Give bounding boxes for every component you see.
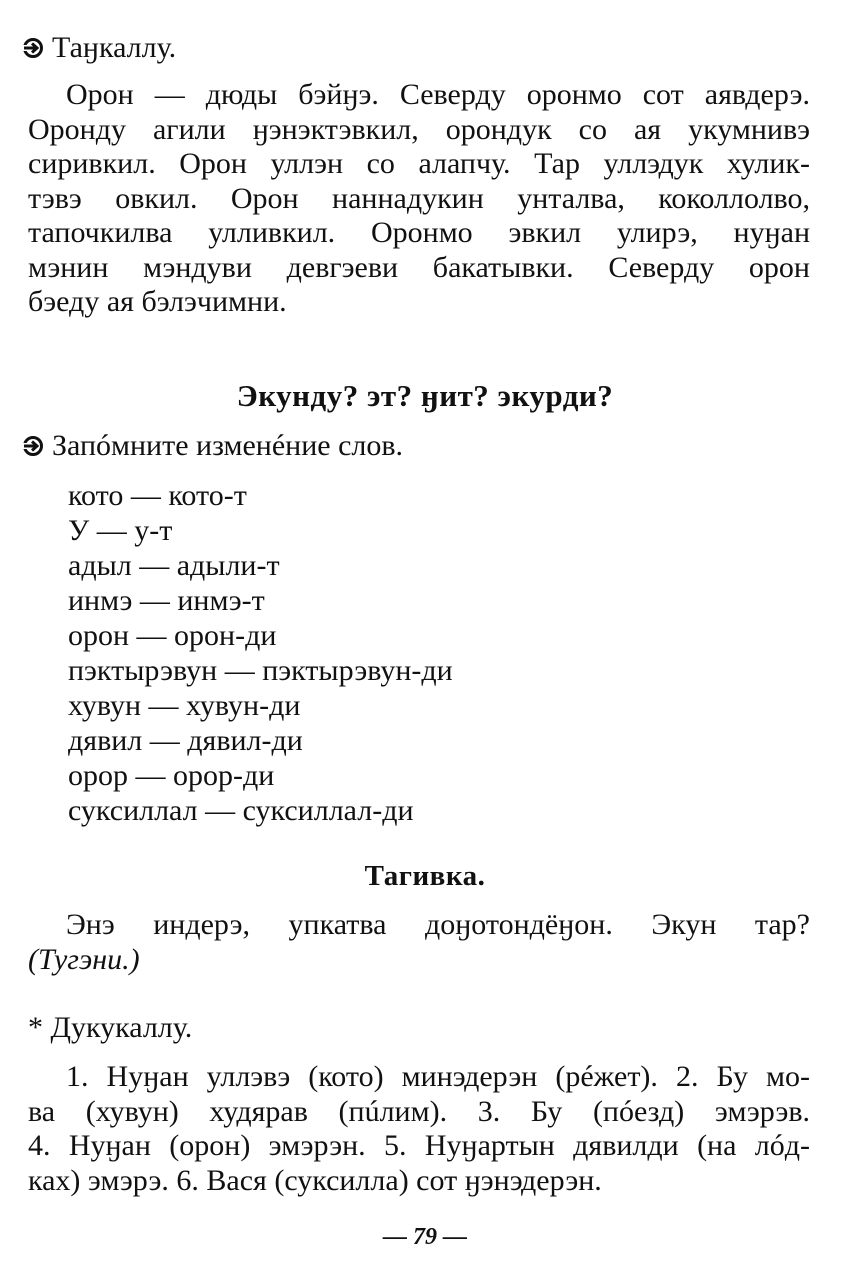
- paragraph-line: Оронду агили ӈэнэктэвкил, орондук со ая укумнивэ: [28, 112, 810, 146]
- word-pair: кото — кото-т: [68, 479, 247, 512]
- circle-arrow-icon: [22, 435, 44, 457]
- exercise-line: ках) эмэрэ. 6. Вася (суксилла) сот ӈэнэдерэн.: [28, 1163, 602, 1197]
- word-pair: инмэ — инмэ-т: [68, 584, 265, 617]
- paragraph-line: тэвэ овкил. Орон наннадукин унталва, коколлолво,: [28, 181, 810, 215]
- paragraph-line: сиривкил. Орон уллэн со алапчу. Тар уллэдук хулик-: [28, 147, 810, 180]
- instruction-text: Таӈкаллу.: [52, 31, 177, 64]
- riddle-text-block: [28, 908, 810, 977]
- reading-paragraph: [28, 78, 810, 320]
- word-forms-list: [68, 478, 453, 828]
- instruction-remember: [22, 428, 403, 464]
- instruction-text: Запóмните изменéние слов.: [52, 429, 404, 462]
- word-pair: суксиллал — суксиллал-ди: [68, 794, 414, 827]
- paragraph-line: бэеду ая бэлэчимни.: [28, 285, 287, 318]
- word-pair: У — у-т: [68, 514, 173, 547]
- page-number: — 79 —: [383, 1224, 467, 1250]
- word-pair: хувун — хувун-ди: [68, 689, 301, 722]
- paragraph-line: тапочкилва улливкил. Оронмо эвкил улирэ, нуӈан: [28, 216, 810, 249]
- exercise-line: ва (хувун) худярав (пúлим). 3. Бу (пóезд) эмэрэв.: [28, 1094, 810, 1128]
- section-heading: Экунду? эт? ӈит? экурди?: [236, 378, 614, 413]
- exercise-line: 1. Нуӈан уллэвэ (кото) минэдерэн (рéжет). 2. Бу мо-: [66, 1060, 810, 1093]
- riddle-text: Энэ индерэ, упкатва доӈотондёӈон. Экун тар?: [66, 908, 810, 941]
- riddle-heading: Тагивка.: [364, 860, 486, 892]
- word-pair: дявил — дявил-ди: [68, 724, 303, 757]
- word-pair: пэктырэвун — пэктырэвун-ди: [68, 654, 453, 687]
- word-pair: орор — орор-ди: [68, 759, 275, 792]
- exercise-instruction: * Дукукаллу.: [28, 1011, 193, 1044]
- exercise-text: [28, 1060, 810, 1198]
- paragraph-line: Орон — дюды бэйӈэ. Северду оронмо сот аявдерэ.: [66, 78, 810, 111]
- circle-arrow-icon: [22, 37, 44, 59]
- paragraph-line: мэнин мэндуви девгэеви бакатывки. Северду орон: [28, 250, 810, 284]
- exercise-line: 4. Нуӈан (орон) эмэрэн. 5. Нуӈартын дявилди (на лóд-: [28, 1129, 810, 1162]
- word-pair: орон — орон-ди: [68, 619, 277, 652]
- riddle-answer: (Тугэни.): [28, 942, 140, 976]
- word-pair: адыл — адыли-т: [68, 549, 280, 582]
- instruction-read: [22, 30, 176, 66]
